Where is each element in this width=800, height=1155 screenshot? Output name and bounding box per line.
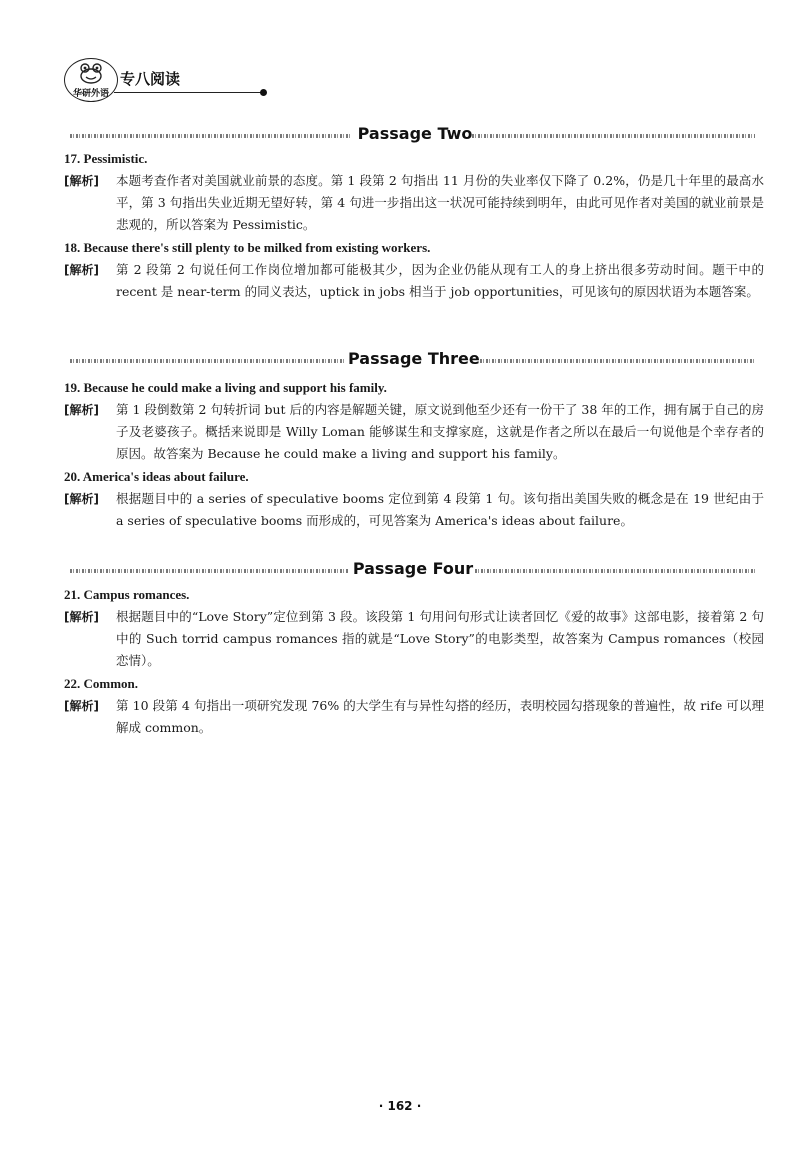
analysis-text: 根据题目中的 a series of speculative booms 定位到第 4 段第 1 句。该句指出美国失败的概念是在 19 世纪由于 a series of speculative booms 而形成的，可见答案为 America's ideas about failure。 bbox=[116, 491, 764, 528]
analysis bbox=[64, 488, 764, 532]
analysis bbox=[64, 170, 764, 236]
header-divider bbox=[114, 92, 264, 93]
question-21 bbox=[64, 584, 764, 672]
logo-text: 华研外语 bbox=[72, 89, 109, 99]
heading-rule-right bbox=[475, 569, 755, 573]
analysis-text: 本题考查作者对美国就业前景的态度。第 1 段第 2 句指出 11 月份的失业率仅下降了 0.2%，仍是几十年里的最高水平，第 3 句指出失业近期无望好转，第 4 句进一步指出这一状况可能持续到明年，由此可见作者对美国的就业前景是悲观的，所以答案为 Pessimistic。 bbox=[116, 173, 764, 232]
header-dot bbox=[260, 89, 267, 96]
passage-four-heading bbox=[70, 559, 755, 581]
question-title: 21. Campus romances. bbox=[64, 587, 190, 602]
heading-rule-left bbox=[70, 569, 348, 573]
question-title: 22. Common. bbox=[64, 676, 139, 691]
passage-four-title: Passage Four bbox=[352, 559, 474, 578]
analysis-tag: [解析] bbox=[64, 403, 99, 417]
question-title: 18. Because there's still plenty to be milked from existing workers. bbox=[64, 240, 431, 255]
question-20 bbox=[64, 466, 764, 532]
question-title: 17. Pessimistic. bbox=[64, 151, 148, 166]
page-number: · 162 · bbox=[378, 1099, 422, 1113]
heading-rule-right bbox=[480, 359, 755, 363]
analysis-tag: [解析] bbox=[64, 610, 99, 624]
analysis-tag: [解析] bbox=[64, 174, 99, 188]
analysis bbox=[64, 399, 764, 465]
question-19 bbox=[64, 377, 764, 465]
analysis bbox=[64, 606, 764, 672]
passage-two-title: Passage Two bbox=[357, 124, 473, 143]
passage-three-title: Passage Three bbox=[348, 349, 480, 368]
question-title: 19. Because he could make a living and support his family. bbox=[64, 380, 387, 395]
passage-three-heading bbox=[70, 349, 755, 371]
analysis-tag: [解析] bbox=[64, 263, 99, 277]
question-22 bbox=[64, 673, 764, 739]
analysis-text: 第 1 段倒数第 2 句转折词 but 后的内容是解题关键，原文说到他至少还有一份干了 38 年的工作，拥有属于自己的房子及老婆孩子。概括来说即是 Willy Loman 能够谋生和支撑家庭，这就是作者之所以在最后一句说他是个幸存者的原因。故答案为 Because he could make a living and support his family。 bbox=[116, 402, 764, 461]
heading-rule-left bbox=[70, 134, 352, 138]
heading-rule-left bbox=[70, 359, 345, 363]
frog-mascot-icon bbox=[78, 62, 104, 84]
analysis-text: 第 10 段第 4 句指出一项研究发现 76% 的大学生有与异性勾搭的经历，表明校园勾搭现象的普遍性，故 rife 可以理解成 common。 bbox=[116, 698, 764, 735]
analysis-text: 根据题目中的“Love Story”定位到第 3 段。该段第 1 句用问句形式让读者回忆《爱的故事》这部电影，接着第 2 句中的 Such torrid campus romances 指的就是“Love Story”的电影类型，故答案为 Campus romances（校园恋情）。 bbox=[116, 609, 764, 668]
publisher-logo bbox=[64, 58, 118, 102]
question-18 bbox=[64, 237, 764, 303]
question-17 bbox=[64, 148, 764, 236]
page-header bbox=[64, 58, 394, 102]
book-title: 专八阅读 bbox=[120, 70, 181, 88]
analysis-tag: [解析] bbox=[64, 492, 99, 506]
passage-two-heading bbox=[70, 124, 755, 146]
question-title: 20. America's ideas about failure. bbox=[64, 469, 249, 484]
analysis-tag: [解析] bbox=[64, 699, 99, 713]
analysis-text: 第 2 段第 2 句说任何工作岗位增加都可能极其少，因为企业仍能从现有工人的身上挤出很多劳动时间。题干中的 recent 是 near-term 的同义表达，uptick in jobs 相当于 job opportunities，可见该句的原因状语为本题答案。 bbox=[116, 262, 764, 299]
heading-rule-right bbox=[472, 134, 755, 138]
analysis bbox=[64, 259, 764, 303]
analysis bbox=[64, 695, 764, 739]
